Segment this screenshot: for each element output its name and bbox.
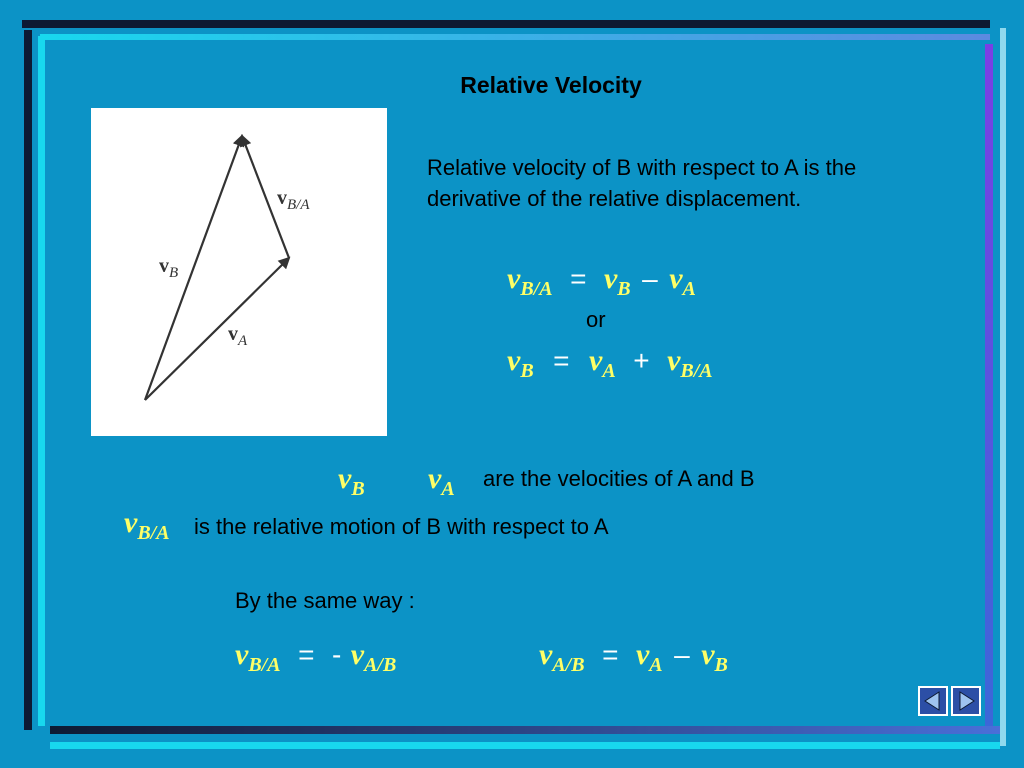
label-vA: $v_A$ <box>228 323 248 349</box>
or-text: or <box>586 307 606 332</box>
relative-motion-text: is the relative motion of B with respect to A <box>194 514 609 539</box>
label-vB: $v_B$ <box>159 255 179 281</box>
equation-vba-definition: $v_{B/A} = v_B - v_A$ <box>507 262 696 300</box>
triangle-left-icon <box>920 688 946 714</box>
equation-vab-definition: $v_{A/B} = v_A - v_B$ <box>539 638 728 676</box>
symbol-vB: $v_B$ <box>338 462 365 500</box>
vector-vA-line <box>145 258 289 400</box>
triangle-right-icon <box>953 688 979 714</box>
frame-top-dark <box>22 20 990 28</box>
vector-triangle-svg <box>91 108 387 436</box>
equation-vba-negative: $v_{B/A}$ = - $v_{A/B}$ <box>235 638 397 676</box>
label-vBA: $v_{B/A}$ <box>277 187 310 213</box>
symbol-vA: $v_A$ <box>428 462 455 500</box>
prev-slide-button[interactable] <box>918 686 948 716</box>
page-title: Relative Velocity <box>460 72 642 98</box>
vector-diagram <box>91 108 387 436</box>
frame-right-light <box>1000 28 1006 746</box>
frame-left-dark <box>24 30 32 730</box>
frame-right-violet <box>985 44 993 734</box>
intro-paragraph: Relative velocity of B with respect to A is the derivative of the relative displacement. <box>427 155 857 211</box>
velocities-text: are the velocities of A and B <box>483 466 755 491</box>
symbol-vBA: $v_{B/A}$ <box>124 506 170 544</box>
frame-left-light <box>38 36 45 726</box>
same-way-text: By the same way : <box>235 588 415 613</box>
frame-top-light <box>40 34 990 40</box>
next-slide-button[interactable] <box>951 686 981 716</box>
frame-bottom-light <box>50 742 1000 749</box>
frame-bottom-dark <box>50 726 1000 734</box>
equation-vb-sum: $v_B = v_A + v_{B/A}$ <box>507 344 713 382</box>
